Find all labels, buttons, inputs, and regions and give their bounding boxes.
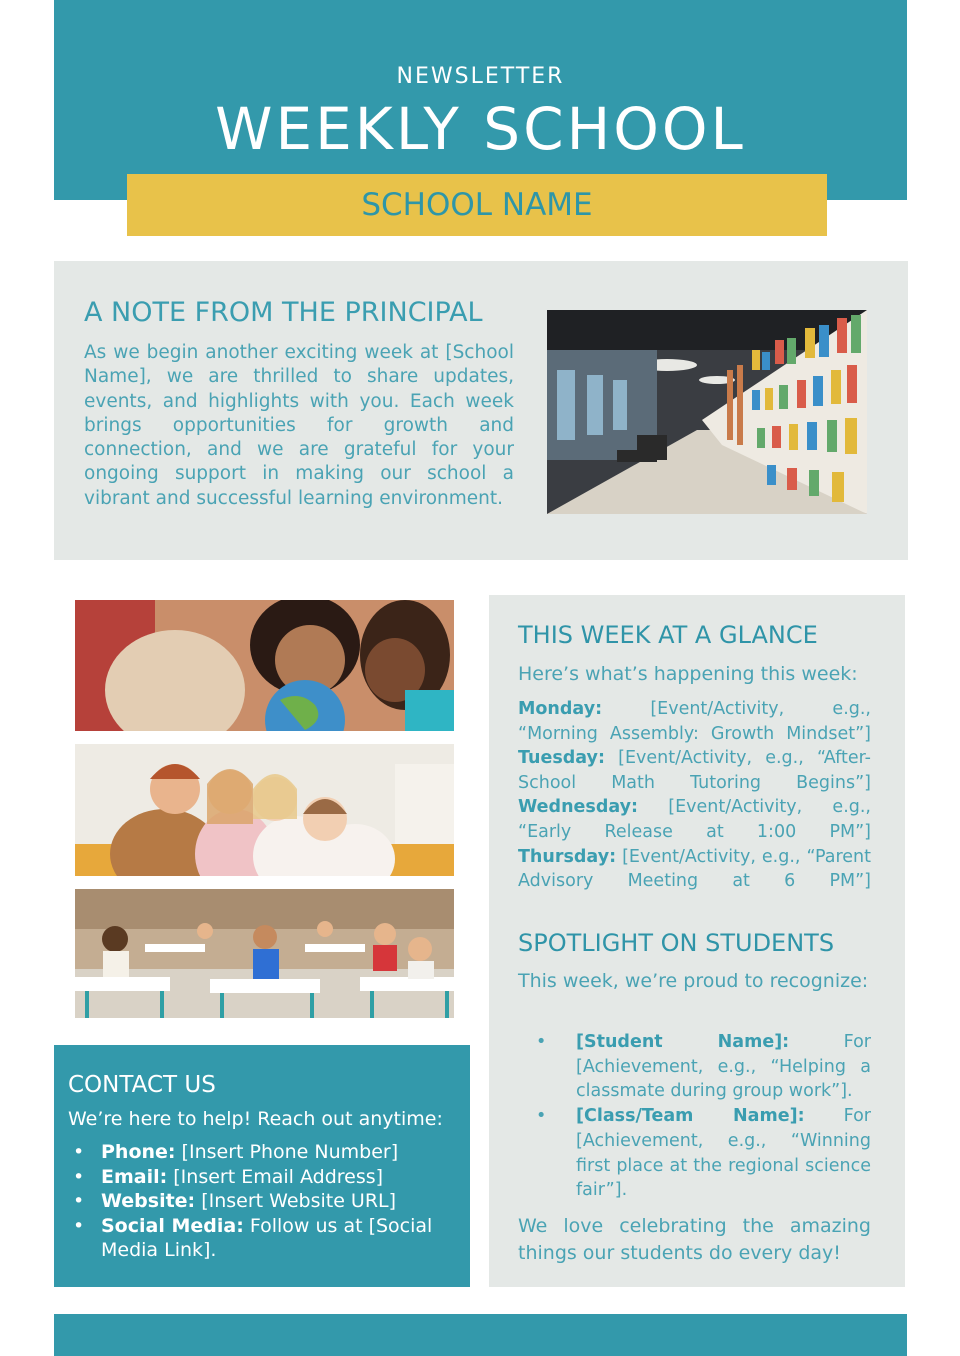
glance-intro: Here’s what’s happening this week: (518, 663, 858, 685)
glance-day-tuesday (518, 746, 871, 795)
glance-heading: THIS WEEK AT A GLANCE (518, 621, 818, 649)
day-label: Tuesday: (518, 748, 605, 769)
glance-days-list (518, 697, 871, 894)
spotlight-closing: We love celebrating the amazing things our students do every day! (518, 1215, 871, 1264)
contact-label: Social Media: (101, 1214, 244, 1237)
classroom-hands-raised-photo (75, 889, 454, 1018)
newsletter-title: WEEKLY SCHOOL (215, 95, 746, 163)
day-text: [Event/Activity, e.g., “Parent Advisory Meeting at 6 PM”] (518, 846, 871, 892)
spotlight-item (518, 1104, 871, 1203)
contact-label: Phone: (101, 1141, 176, 1163)
spotlight-text: For [Achievement, e.g., “Helping a classmate during group work”]. (576, 1032, 871, 1102)
day-text: [Event/Activity, e.g., “Morning Assembly: Growth Mindset”] (518, 699, 871, 744)
day-label: Monday: (518, 699, 603, 719)
day-label: Thursday: (518, 846, 617, 867)
library-photo (547, 310, 867, 514)
footer-bar (54, 1314, 907, 1356)
contact-intro: We’re here to help! Reach out anytime: (68, 1108, 443, 1130)
contact-website (68, 1189, 458, 1214)
contact-value: [Insert Website URL] (195, 1190, 397, 1212)
day-text: [Event/Activity, e.g., “Early Release at 1:00 PM”] (518, 797, 871, 842)
contact-social-media (68, 1214, 458, 1263)
spotlight-name: [Class/Team Name]: (576, 1106, 805, 1127)
school-name-banner: SCHOOL NAME (127, 174, 827, 236)
week-glance-section (489, 595, 905, 1287)
spotlight-item (518, 1030, 871, 1104)
principal-heading: A NOTE FROM THE PRINCIPAL (84, 297, 483, 328)
day-label: Wednesday: (518, 797, 639, 818)
glance-day-monday (518, 697, 871, 746)
contact-label: Email: (101, 1165, 168, 1188)
newsletter-header (54, 0, 907, 200)
day-text: [Event/Activity, e.g., “After-School Math Tutoring Begins”] (518, 748, 871, 793)
spotlight-name: [Student Name]: (576, 1032, 790, 1052)
contact-phone (68, 1140, 458, 1165)
spotlight-intro: This week, we’re proud to recognize: (518, 970, 869, 992)
glance-day-thursday (518, 845, 871, 894)
contact-value: Follow us at [Social Media Link]. (101, 1214, 433, 1261)
contact-heading: CONTACT US (68, 1072, 216, 1098)
principal-note-section (54, 261, 908, 560)
principal-body: As we begin another exciting week at [School Name], we are thrilled to share updates, events, and highlights with you. Each week brings opportunities for growth and connection, and we are grateful for your ongoing support in making our school a vibrant and successful learning environment. (84, 342, 514, 509)
contact-label: Website: (101, 1190, 196, 1212)
contact-email (68, 1165, 458, 1190)
contact-list (68, 1140, 458, 1263)
contact-value: [Insert Email Address] (167, 1165, 384, 1188)
spotlight-heading: SPOTLIGHT ON STUDENTS (518, 929, 835, 957)
spotlight-list (518, 1030, 871, 1203)
newsletter-kicker: NEWSLETTER (396, 64, 565, 89)
spotlight-text: For [Achievement, e.g., “Winning first place at the regional science fair”]. (576, 1106, 871, 1201)
glance-day-wednesday (518, 795, 871, 844)
contact-value: [Insert Phone Number] (175, 1141, 399, 1163)
contact-section (54, 1045, 470, 1287)
students-smiling-photo (75, 744, 454, 876)
students-globe-photo (75, 600, 454, 731)
